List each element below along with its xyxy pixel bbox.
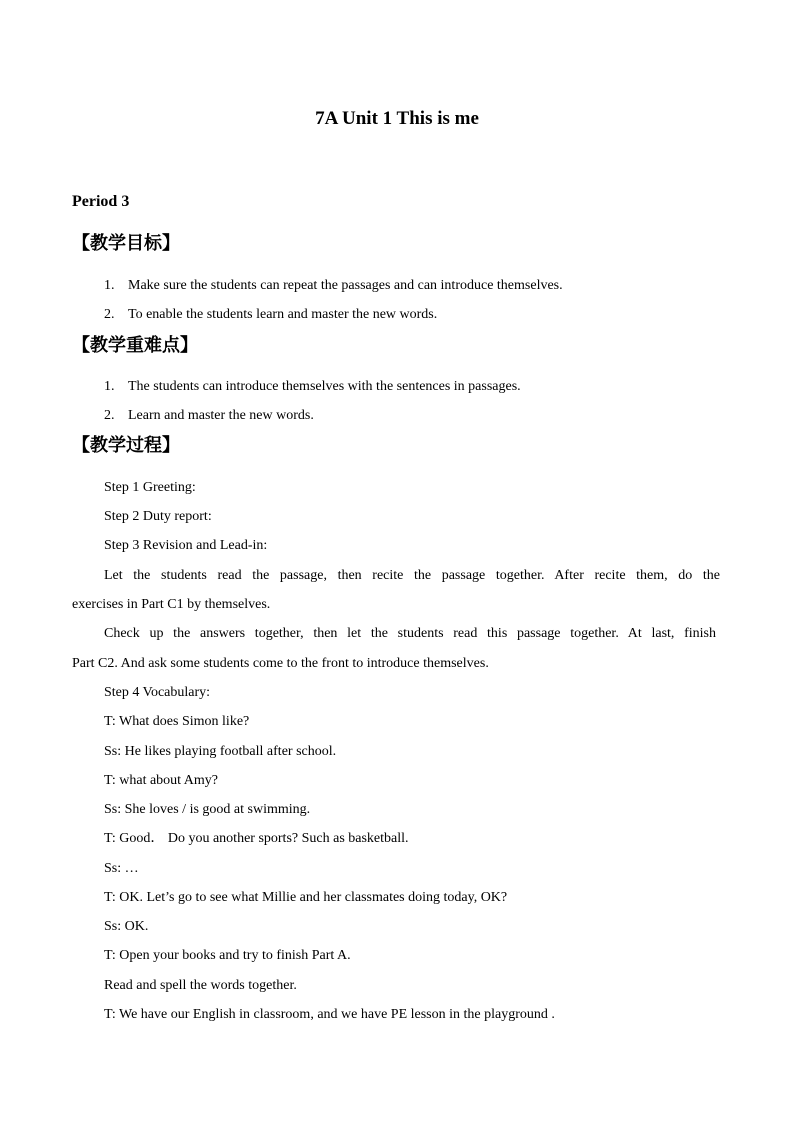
process-line: T: OK. Let’s go to see what Millie and her classmates doing today, OK? — [104, 890, 508, 905]
key-points-heading: 【教学重难点】 — [72, 335, 198, 356]
process-line: Part C2. And ask some students come to the front to introduce themselves. — [72, 656, 489, 671]
process-line: T: Open your books and try to finish Part A. — [104, 948, 351, 963]
objective-item — [104, 306, 437, 324]
process-line: Ss: OK. — [104, 919, 149, 934]
objective-item-text: To enable the students learn and master the new words. — [128, 307, 438, 322]
process-line: T: What does Simon like? — [104, 714, 250, 729]
key-point-item-number: 1. — [104, 379, 115, 394]
key-point-item — [104, 407, 314, 425]
process-line: Step 4 Vocabulary: — [104, 685, 211, 700]
document-title: 7A Unit 1 This is me — [315, 108, 479, 129]
objective-item-number: 1. — [104, 278, 115, 293]
key-point-item-text: The students can introduce themselves with the sentences in passages. — [128, 379, 521, 394]
process-line: exercises in Part C1 by themselves. — [72, 597, 271, 612]
process-line: T: We have our English in classroom, and we have PE lesson in the playground . — [104, 1007, 555, 1022]
process-line: Step 2 Duty report: — [104, 509, 212, 524]
process-line: Read and spell the words together. — [104, 978, 297, 993]
objective-item-number: 2. — [104, 307, 115, 322]
process-line: Step 3 Revision and Lead-in: — [104, 538, 268, 553]
process-line: T: what about Amy? — [104, 773, 219, 788]
objectives-heading: 【教学目标】 — [72, 233, 180, 254]
process-heading: 【教学过程】 — [72, 435, 180, 456]
process-line: Ss: He likes playing football after school. — [104, 744, 337, 759]
key-point-item — [104, 378, 521, 396]
process-line: Ss: She loves / is good at swimming. — [104, 802, 311, 817]
key-point-item-text: Learn and master the new words. — [128, 408, 314, 423]
process-line: Ss: … — [104, 861, 139, 876]
process-line: T: Good． Do you another sports? Such as basketball. — [104, 831, 409, 846]
period-label: Period 3 — [72, 193, 130, 210]
process-line: Let the students read the passage, then recite the passage together. After recite them, do the — [104, 568, 720, 583]
key-point-item-number: 2. — [104, 408, 115, 423]
process-line: Check up the answers together, then let the students read this passage together. At last, finish — [104, 626, 716, 641]
objective-item — [104, 277, 563, 295]
process-line: Step 1 Greeting: — [104, 480, 196, 495]
objective-item-text: Make sure the students can repeat the passages and can introduce themselves. — [128, 278, 563, 293]
